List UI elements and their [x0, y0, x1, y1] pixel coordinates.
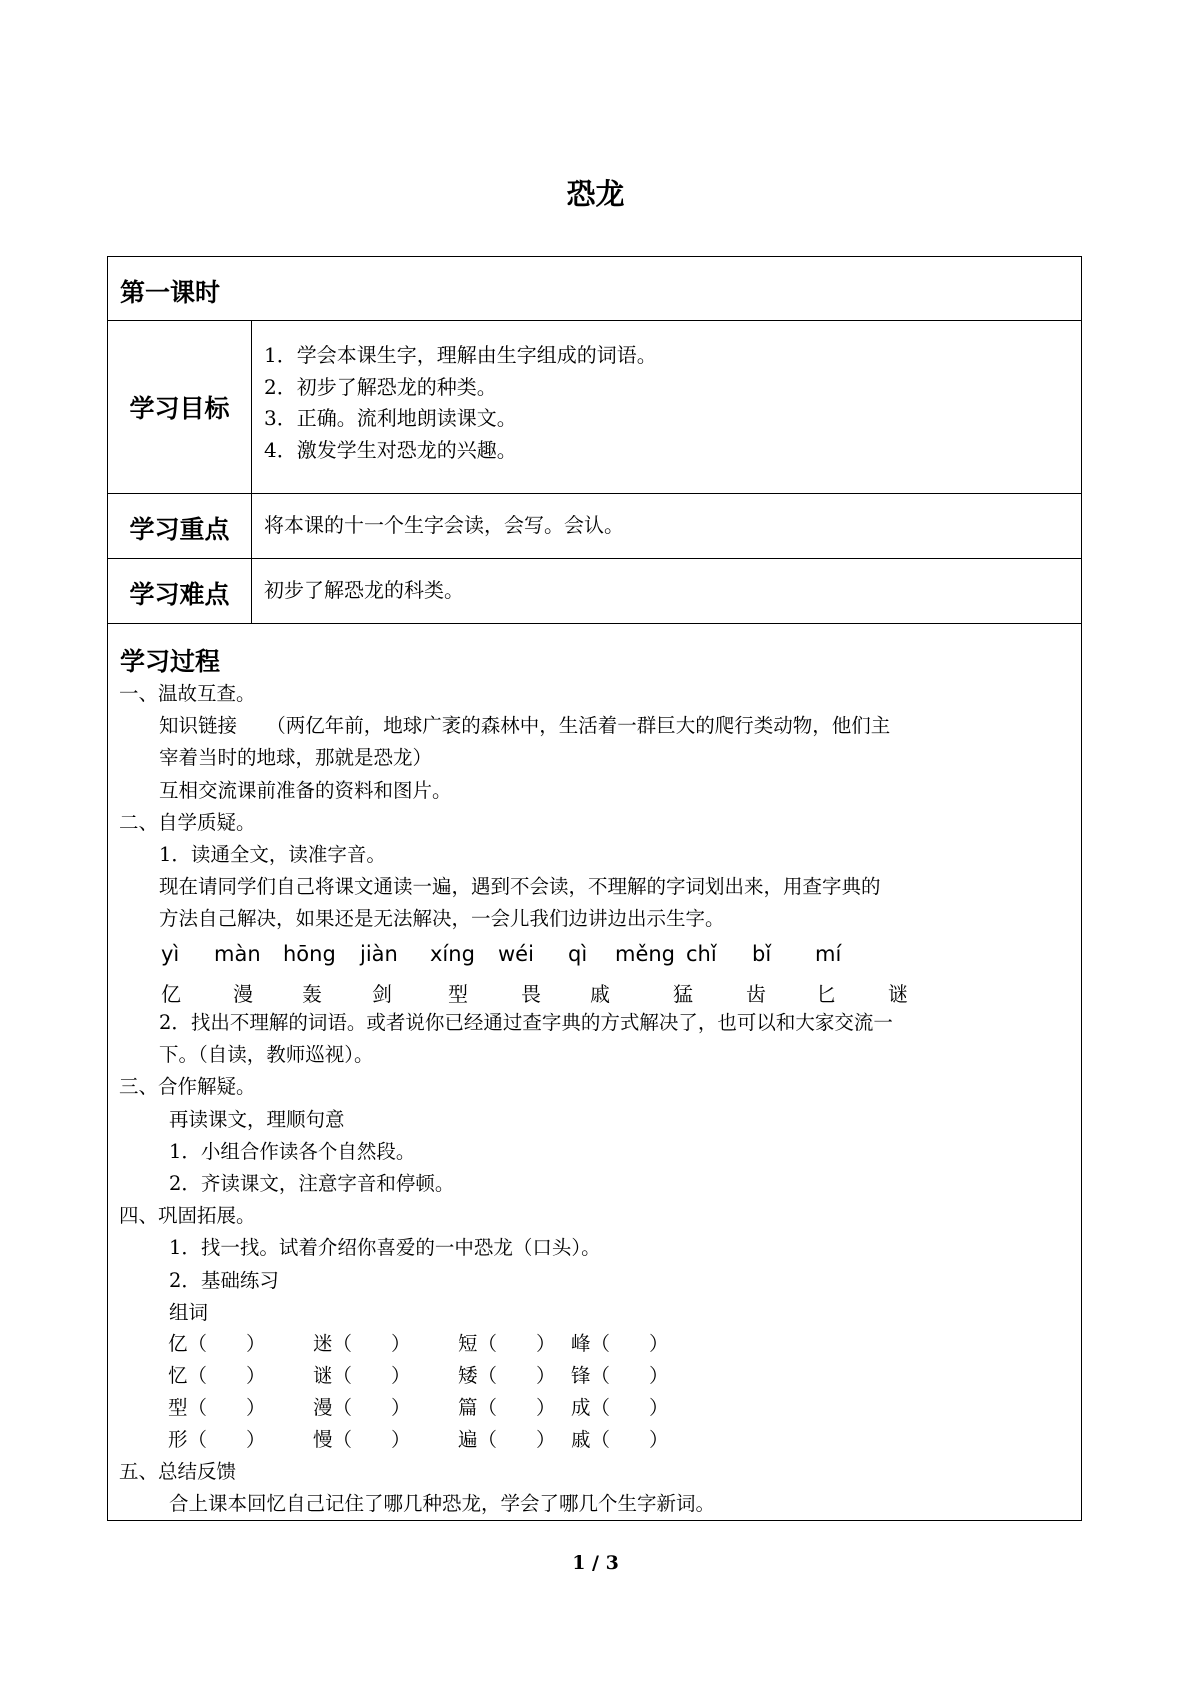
word-blank: 锋（ ） — [571, 1364, 669, 1387]
process-line: 2．基础练习 — [169, 1268, 279, 1292]
process-line: 互相交流课前准备的资料和图片。 — [159, 778, 452, 802]
pinyin: mí — [815, 942, 842, 966]
difficulty-label: 学习难点 — [129, 580, 230, 609]
pinyin: xíng — [430, 942, 475, 966]
row-divider — [108, 558, 1081, 559]
process-line: 2．找出不理解的词语。或者说你已经通过查字典的方式解决了，也可以和大家交流一 — [159, 1011, 893, 1034]
hanzi: 齿 — [746, 982, 766, 1006]
word-blank: 忆（ ） — [168, 1364, 266, 1387]
row-divider — [108, 493, 1081, 494]
column-divider — [251, 320, 252, 623]
process-line: 三、合作解疑。 — [119, 1075, 256, 1099]
pinyin: wéi — [498, 942, 534, 966]
word-blank: 慢（ ） — [313, 1428, 411, 1451]
word-blank: 遍（ ） — [458, 1428, 556, 1451]
pinyin: qì — [568, 942, 588, 966]
pinyin: hōng — [283, 942, 336, 966]
row-divider — [108, 623, 1081, 624]
goal-item: 1．学会本课生字，理解由生字组成的词语。 — [264, 343, 657, 367]
pinyin: měng — [615, 942, 676, 966]
word-blank: 谜（ ） — [313, 1364, 411, 1387]
hanzi: 轰 — [302, 982, 322, 1006]
word-blank: 成（ ） — [571, 1396, 669, 1419]
word-blank: 型（ ） — [168, 1396, 266, 1419]
process-line: 2．齐读课文，注意字音和停顿。 — [169, 1171, 455, 1195]
difficulty-text: 初步了解恐龙的科类。 — [264, 578, 464, 602]
process-line: 宰着当时的地球，那就是恐龙） — [159, 746, 433, 770]
hanzi: 匕 — [816, 982, 836, 1006]
goals-list — [264, 340, 657, 466]
hanzi: 畏 — [521, 982, 541, 1006]
word-blank: 漫（ ） — [313, 1396, 411, 1419]
hanzi: 型 — [448, 982, 468, 1006]
process-line: 1．找一找。试着介绍你喜爱的一中恐龙（口头）。 — [169, 1236, 601, 1260]
process-line: 二、自学质疑。 — [119, 810, 256, 834]
goals-label: 学习目标 — [129, 394, 230, 423]
word-blank: 形（ ） — [168, 1428, 266, 1451]
process-line: 一、温故互查。 — [119, 682, 256, 705]
page-number: 1 / 3 — [572, 1552, 619, 1574]
hanzi: 剑 — [372, 982, 392, 1006]
row-divider — [108, 320, 1081, 321]
word-blank: 迷（ ） — [313, 1332, 411, 1355]
goal-item: 2．初步了解恐龙的种类。 — [264, 374, 497, 399]
hanzi: 亿 — [161, 982, 181, 1006]
process-line: 现在请同学们自己将课文通读一遍，遇到不会读，不理解的字词划出来，用查字典的 — [159, 875, 881, 899]
process-line: 方法自己解决，如果还是无法解决，一会儿我们边讲边出示生字。 — [159, 907, 725, 931]
process-line: 1．读通全文，读准字音。 — [159, 842, 386, 866]
word-blank: 戚（ ） — [571, 1428, 669, 1451]
process-body-3 — [119, 1456, 715, 1520]
process-line: 四、巩固拓展。 — [119, 1204, 256, 1228]
pinyin: màn — [214, 942, 261, 966]
key-text: 将本课的十一个生字会读，会写。会认。 — [264, 513, 624, 537]
process-body — [119, 678, 890, 936]
key-label: 学习重点 — [129, 515, 230, 544]
process-body-2 — [119, 1007, 893, 1329]
word-blank: 亿（ ） — [168, 1332, 266, 1355]
hanzi: 戚 — [590, 982, 610, 1006]
section-header: 第一课时 — [120, 278, 221, 307]
hanzi: 猛 — [673, 982, 693, 1006]
pinyin: bǐ — [752, 942, 772, 966]
pinyin: chǐ — [686, 942, 717, 966]
word-blank: 篇（ ） — [458, 1396, 556, 1419]
word-blank: 短（ ） — [458, 1332, 556, 1355]
process-line: 五、总结反馈 — [119, 1460, 237, 1483]
pinyin: yì — [161, 942, 180, 966]
process-line: 下。（自读，教师巡视）。 — [159, 1043, 374, 1067]
hanzi: 谜 — [888, 982, 908, 1006]
word-blank: 矮（ ） — [458, 1364, 556, 1387]
goal-item: 4．激发学生对恐龙的兴趣。 — [264, 437, 517, 462]
pinyin: jiàn — [360, 942, 398, 966]
word-blank: 峰（ ） — [571, 1332, 669, 1355]
process-line: 1．小组合作读各个自然段。 — [169, 1139, 416, 1163]
process-line: 合上课本回忆自己记住了哪几种恐龙，学会了哪几个生字新词。 — [169, 1492, 716, 1516]
hanzi: 漫 — [233, 982, 253, 1006]
process-heading: 学习过程 — [120, 647, 221, 676]
process-line: 知识链接 （两亿年前，地球广袤的森林中，生活着一群巨大的爬行类动物，他们主 — [159, 714, 891, 738]
process-line: 组词 — [169, 1300, 209, 1324]
page-title: 恐龙 — [566, 177, 625, 211]
goal-item: 3．正确。流利地朗读课文。 — [264, 406, 517, 430]
process-line: 再读课文，理顺句意 — [169, 1107, 345, 1131]
